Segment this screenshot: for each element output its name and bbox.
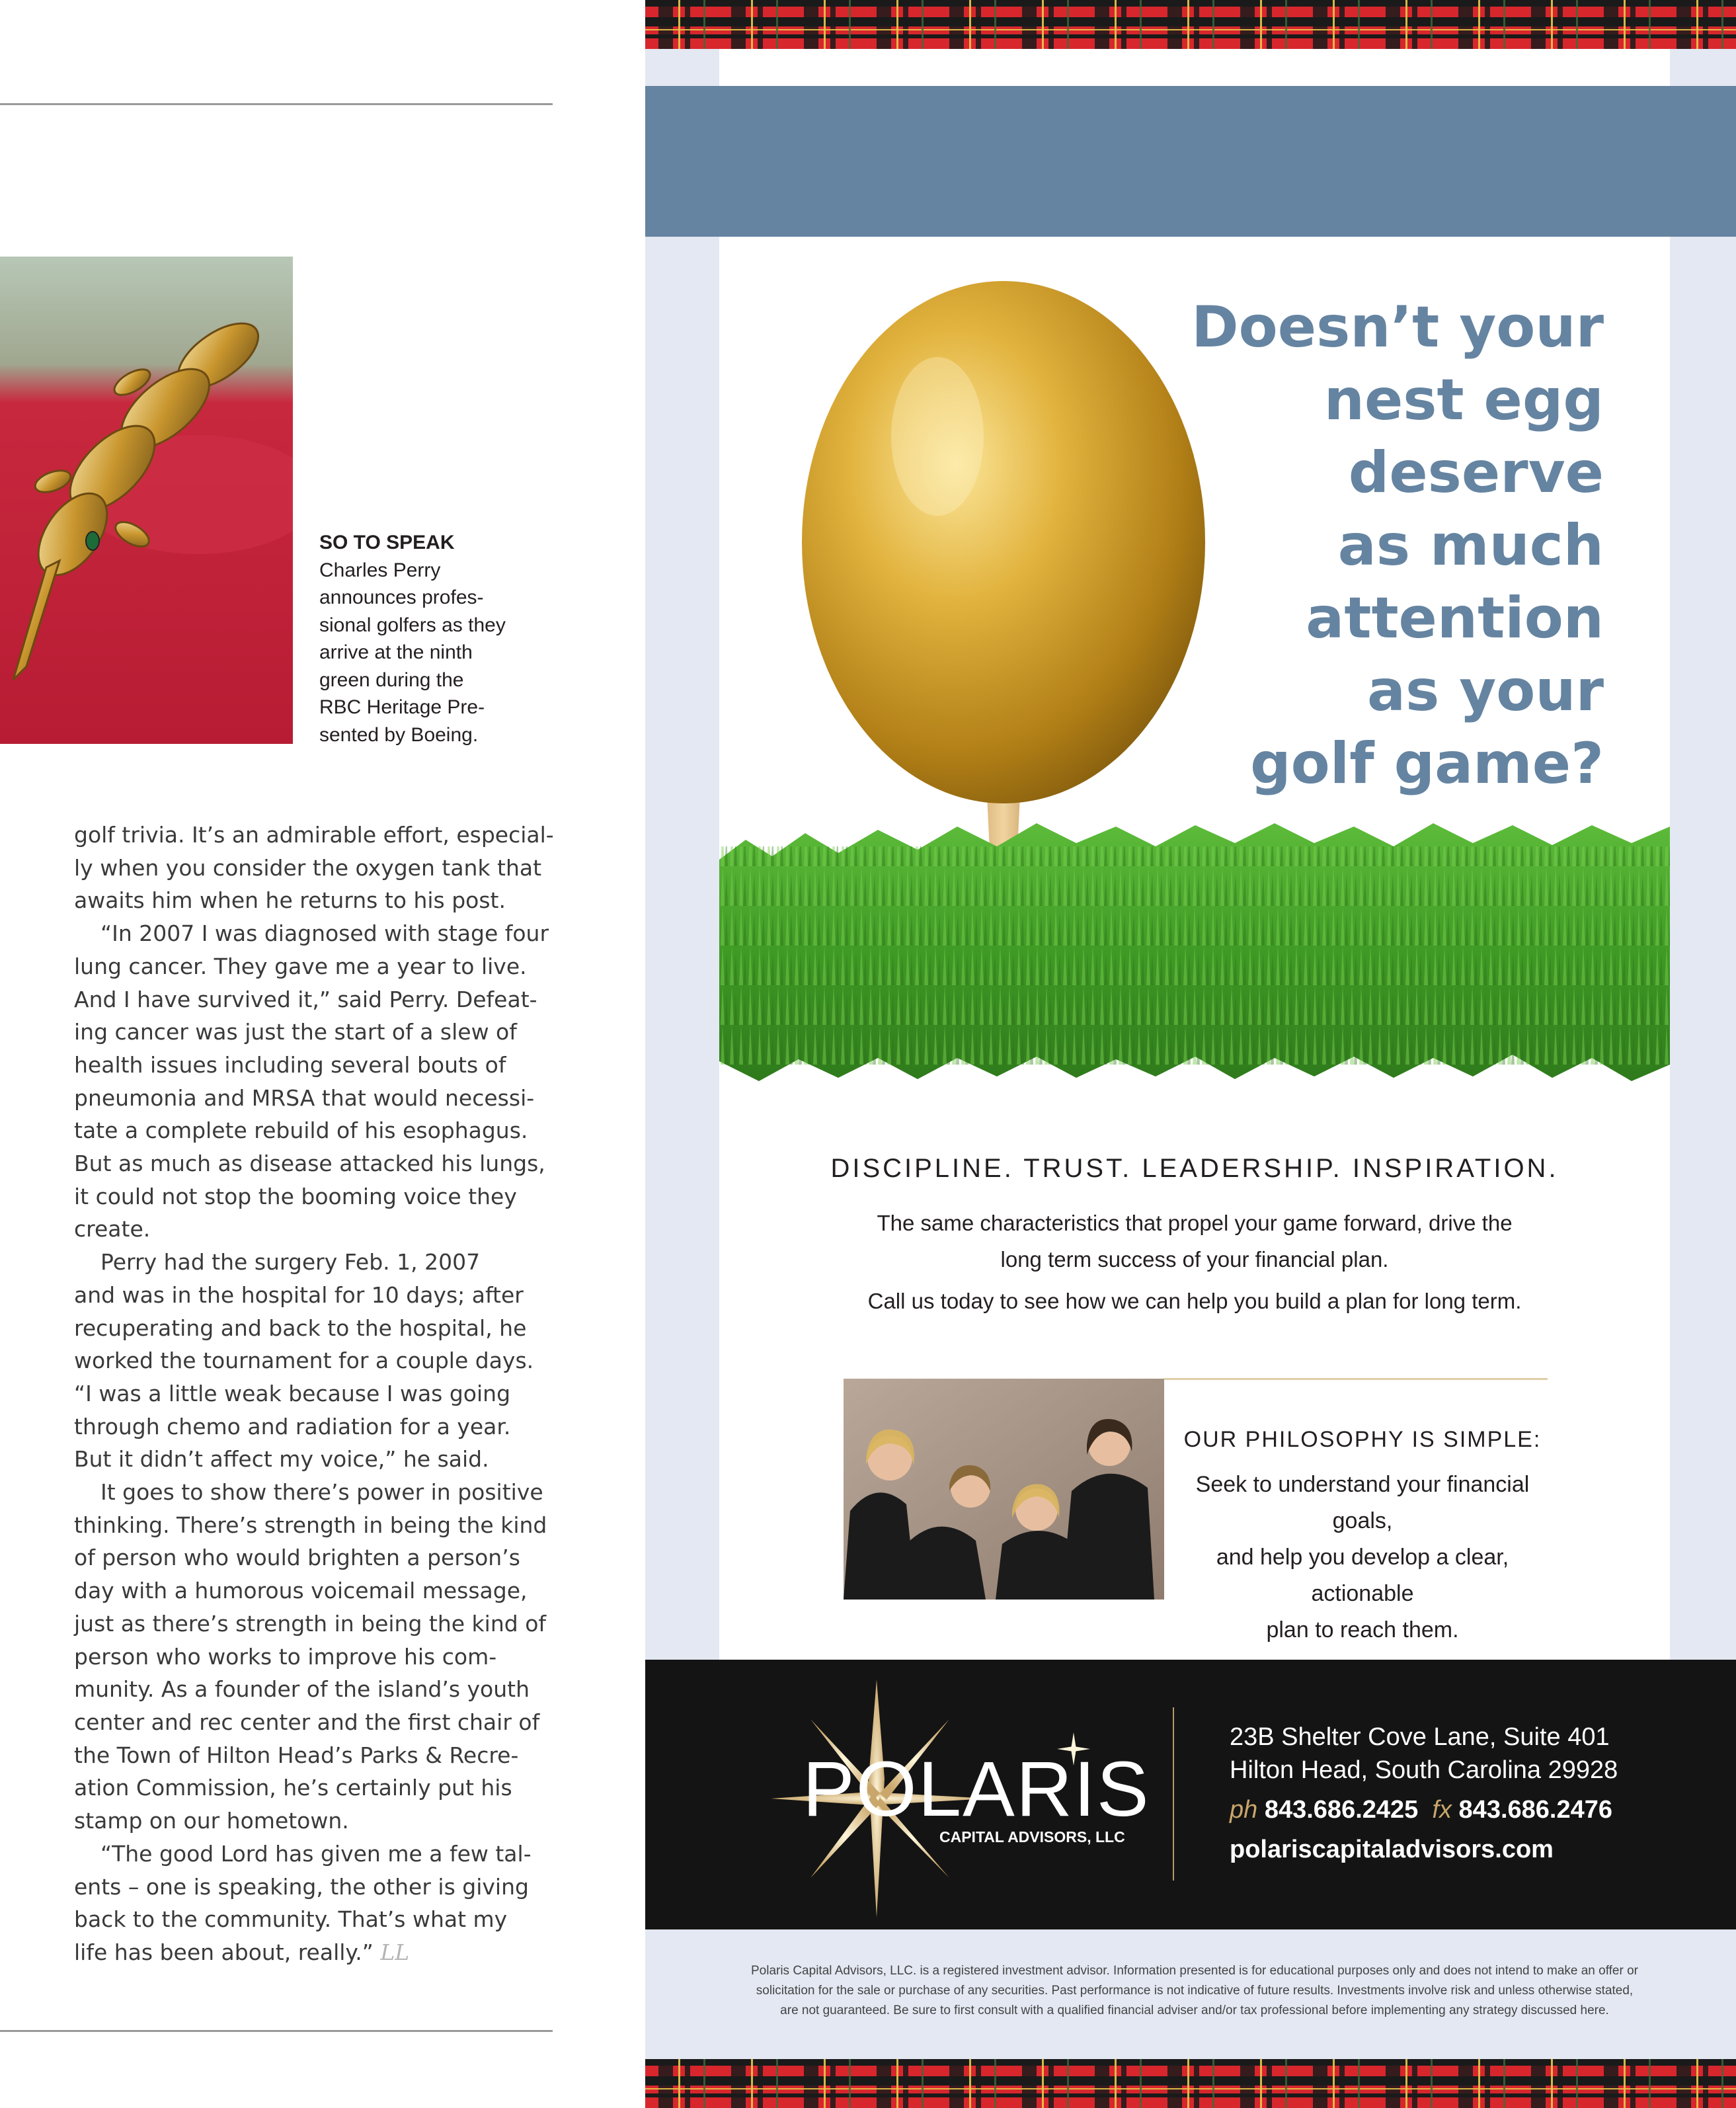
disclaimer-line: are not guaranteed. Be sure to first consult with a qualified financial adviser and/or tax professional before implementing any strategy discussed here.	[780, 2004, 1609, 2017]
caption-line: sional golfers as they	[319, 614, 506, 636]
article-line: back to the community. That’s what my	[74, 1906, 508, 1933]
legal-disclaimer	[719, 1961, 1670, 2021]
phone-fax-line	[1230, 1793, 1618, 1826]
address-line-1: 23B Shelter Cove Lane, Suite 401	[1230, 1723, 1610, 1751]
subcopy-line: long term success of your financial plan.	[1000, 1247, 1389, 1272]
article-line: of person who would brighten a person’s	[74, 1545, 520, 1571]
website-link[interactable]: polariscapitaladvisors.com	[1230, 1836, 1554, 1863]
article-line: just as there’s strength in being the kind of	[74, 1610, 546, 1637]
top-rule	[0, 103, 553, 105]
photo-caption	[319, 529, 518, 749]
caption-title: SO TO SPEAK	[319, 532, 455, 553]
article-line: thinking. There’s strength in being the kind	[74, 1512, 547, 1538]
caption-line: RBC Heritage Pre-	[319, 696, 485, 718]
fax-number: 843.686.2476	[1458, 1796, 1612, 1824]
contact-block	[1230, 1721, 1618, 1866]
plaid-border-bottom	[645, 2059, 1736, 2108]
article-line: create.	[74, 1216, 151, 1242]
headline-line: as your	[1367, 658, 1604, 724]
article-line: lung cancer. They gave me a year to live.	[74, 953, 527, 979]
article-line: ing cancer was just the start of a slew of	[74, 1019, 517, 1045]
team-photo	[844, 1379, 1164, 1600]
article-line: But it didn’t affect my voice,” he said.	[74, 1446, 489, 1473]
article-line: it could not stop the booming voice they	[74, 1183, 517, 1209]
bottom-rule	[0, 2030, 553, 2032]
plaid-border-top	[645, 0, 1736, 49]
caption-line: arrive at the ninth	[319, 641, 473, 663]
subcopy-line: Call us today to see how we can help you build a plan for long term.	[867, 1289, 1522, 1313]
alligator-pin-image	[0, 257, 293, 744]
article-line: awaits him when he returns to his post.	[74, 887, 506, 914]
caption-line: announces profes-	[319, 587, 484, 608]
article-line: “I was a little weak because I was going	[74, 1380, 511, 1406]
ad-subcopy	[719, 1205, 1670, 1319]
article-line: munity. As a founder of the island’s youth	[74, 1676, 530, 1703]
philosophy-line: and help you develop a clear, actionable	[1216, 1545, 1509, 1606]
headline-line: deserve	[1348, 440, 1604, 506]
caption-line: Charles Perry	[319, 559, 441, 581]
article-line: And I have survived it,” said Perry. Defeat-	[74, 986, 537, 1012]
article-line: ation Commission, he’s certainly put his	[74, 1775, 512, 1801]
headline-line: as much	[1337, 512, 1604, 579]
philosophy-line: plan to reach them.	[1266, 1617, 1459, 1642]
article-line: ents – one is speaking, the other is giving	[74, 1873, 529, 1900]
phone-label: ph	[1230, 1796, 1258, 1824]
article-line: through chemo and radiation for a year.	[74, 1413, 511, 1439]
headline-line: golf game?	[1250, 731, 1604, 797]
article-line: But as much as disease attacked his lungs,	[74, 1151, 545, 1177]
disclaimer-line: Polaris Capital Advisors, LLC. is a registered investment advisor. Information presented is for educational purposes only and does not intend to make an offer or	[750, 1964, 1638, 1978]
footer-divider	[1173, 1707, 1174, 1881]
article-body	[74, 819, 554, 1969]
article-line: day with a humorous voicemail message,	[74, 1578, 528, 1604]
article-line: Perry had the surgery Feb. 1, 2007	[100, 1249, 481, 1276]
article-last-line	[74, 1936, 550, 1969]
caption-line: sented by Boeing.	[319, 723, 479, 746]
headline-line: Doesn’t your	[1191, 294, 1604, 360]
headline-line: attention	[1306, 585, 1604, 651]
article-line: “The good Lord has given me a few tal-	[100, 1840, 532, 1867]
disclaimer-line: solicitation for the sale or purchase of any securities. Past performance is not indicative of future results. Investments involve risk and unless otherwise stated,	[756, 1984, 1634, 1998]
article-line: pneumonia and MRSA that would necessi-	[74, 1084, 535, 1111]
philosophy-title: OUR PHILOSOPHY IS SIMPLE:	[1183, 1427, 1542, 1452]
article-line: golf trivia. It’s an admirable effort, especial-	[74, 822, 554, 848]
gold-divider	[1164, 1378, 1548, 1380]
article-line: person who works to improve his com-	[74, 1643, 497, 1670]
caption-line: green during the	[319, 669, 464, 691]
ad-footer	[645, 1660, 1736, 1929]
article-line: and was in the hospital for 10 days; after	[74, 1281, 524, 1308]
headline-line: nest egg	[1323, 367, 1604, 433]
article-line: stamp on our hometown.	[74, 1808, 349, 1834]
ad-headline	[1141, 291, 1604, 800]
phone-number: 843.686.2425	[1264, 1796, 1419, 1824]
article-line: life has been about, really.”	[74, 1939, 374, 1965]
article-line: the Town of Hilton Head’s Parks & Recre-	[74, 1742, 519, 1768]
article-signature: LL	[380, 1939, 410, 1965]
polaris-advertisement	[645, 0, 1736, 2108]
subcopy-line: The same characteristics that propel your game forward, drive the	[877, 1211, 1513, 1235]
article-line: health issues including several bouts of	[74, 1051, 506, 1078]
article-line: recuperating and back to the hospital, he	[74, 1315, 527, 1341]
polaris-logo-text: POLARIS	[803, 1746, 1150, 1833]
address-line-2: Hilton Head, South Carolina 29928	[1230, 1756, 1618, 1784]
article-line: worked the tournament for a couple days.	[74, 1348, 534, 1374]
ad-tagline: DISCIPLINE. TRUST. LEADERSHIP. INSPIRATION.	[830, 1154, 1559, 1183]
philosophy-line: Seek to understand your financial goals,	[1195, 1472, 1530, 1533]
article-line: “In 2007 I was diagnosed with stage four	[100, 920, 549, 947]
alligator-pin-photo	[0, 257, 293, 744]
fax-label: fx	[1432, 1796, 1452, 1824]
article-line: It goes to show there’s power in positive	[100, 1479, 543, 1506]
philosophy-body	[1164, 1467, 1561, 1648]
article-line: ly when you consider the oxygen tank that	[74, 854, 542, 881]
polaris-logo-subtitle: CAPITAL ADVISORS, LLC	[939, 1828, 1125, 1845]
article-line: tate a complete rebuild of his esophagus.	[74, 1117, 528, 1144]
article-line: center and rec center and the first chair of	[74, 1709, 540, 1735]
